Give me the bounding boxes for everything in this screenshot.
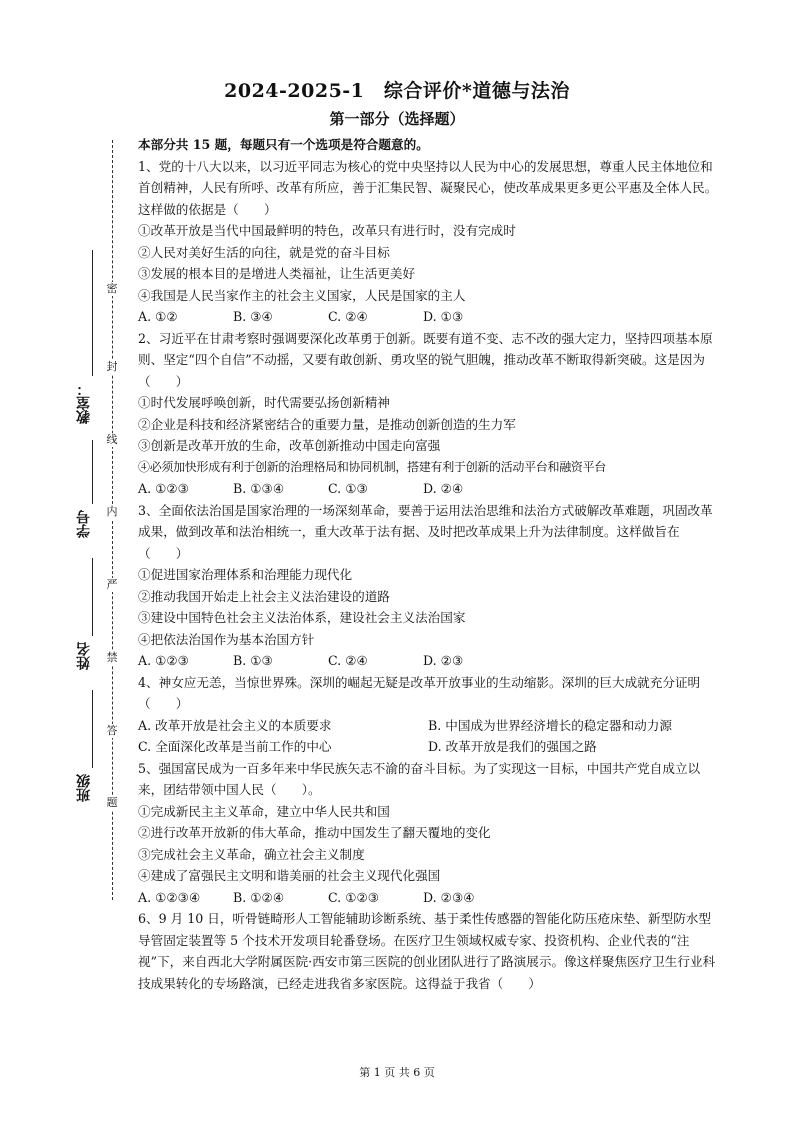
question-item: ①改革开放是当代中国最鲜明的特色，改革只有进行时，没有完成时: [138, 223, 516, 238]
name-field[interactable]: [92, 558, 93, 636]
question-item: ②推动我国开始走上社会主义法治建设的道路: [138, 588, 390, 604]
option-d[interactable]: D. ②④: [423, 481, 464, 496]
option-c[interactable]: C. ①③: [328, 481, 368, 496]
question-item: ②人民对美好生活的向往，就是党的奋斗目标: [138, 244, 390, 260]
option-c[interactable]: C. ②④: [328, 309, 368, 324]
option-a[interactable]: A. ①②: [138, 309, 178, 324]
question-item: ①时代发展呼唤创新，时代需要弘扬创新精神: [138, 395, 390, 410]
class-field[interactable]: [92, 690, 93, 768]
question-content: [138, 134, 720, 994]
question-item: ③建设中国特色社会主义法治体系，建设社会主义法治国家: [138, 610, 466, 625]
question-item: ④建成了富强民主文明和谐美丽的社会主义现代化强国: [138, 868, 441, 883]
classroom-field[interactable]: [92, 250, 93, 376]
answer-options: [138, 306, 720, 328]
question-item: ②企业是科技和经济紧密结合的重要力量，是推动创新创造的生力军: [138, 416, 516, 432]
seal-char: 严: [104, 578, 120, 592]
question-2: [138, 328, 720, 500]
name-label: 姓名: [76, 642, 92, 670]
option-a[interactable]: A. ①②③: [138, 653, 189, 668]
seal-char: 答: [104, 724, 120, 738]
question-item: ③创新是改革开放的生命，改革创新推动中国走向富强: [138, 438, 441, 453]
question-item: ③发展的根本目的是增进人类福祉，让生活更美好: [138, 266, 416, 281]
question-4: [138, 672, 720, 758]
question-5: [138, 758, 720, 909]
option-d[interactable]: D. ②③④: [423, 889, 475, 905]
answer-options: [138, 478, 720, 500]
class-label: 班级: [76, 774, 92, 802]
page-title: 2024-2025-1 综合评价*道德与法治: [224, 80, 570, 102]
option-c[interactable]: C. ②④: [328, 653, 368, 668]
option-b[interactable]: B. ①③④: [233, 481, 285, 496]
classroom-label: 教室：: [76, 382, 92, 424]
question-stem: 6、9 月 10 日，听骨链畸形人工智能辅助诊断系统、基于柔性传感器的智能化防压疮床垫、新型防水型导管固定装置等 5 个技术开发项目轮番登场。在医疗卫生领域权威专家、投资机构、企业代表的“注视”下，来自西北大学附属医院·西安市第三医院的创业团队进行了路演展示。像这样聚焦医疗卫生行业科技成果转化的专场路演，已经走进我省多家医院。这得益于我省（ ）: [138, 911, 716, 991]
seal-char: 密: [104, 282, 120, 296]
seal-char: 封: [104, 360, 120, 374]
question-item: ①促进国家治理体系和治理能力现代化: [138, 567, 353, 582]
option-d[interactable]: D. 改革开放是我们的强国之路: [428, 739, 597, 754]
binding-dashed-line: [112, 140, 113, 900]
question-stem: 5、强国富民成为一百多年来中华民族矢志不渝的奋斗目标。为了实现这一目标，中国共产党自成立以来，团结带领中国人民（ ）。: [138, 760, 701, 797]
question-item: ④把依法治国作为基本治国方针: [138, 631, 315, 647]
question-item: ②进行改革开放新的伟大革命，推动中国发生了翻天覆地的变化: [138, 825, 491, 840]
option-b[interactable]: B. ①③: [233, 653, 273, 668]
seal-char: 线: [104, 433, 120, 447]
seal-char: 内: [104, 505, 120, 519]
option-a[interactable]: A. 改革开放是社会主义的本质要求: [138, 717, 332, 733]
option-c[interactable]: C. ①②③: [328, 889, 380, 905]
student-id-label: 学号: [76, 510, 92, 538]
answer-options: [138, 715, 720, 758]
question-6: [138, 908, 720, 994]
option-d[interactable]: D. ②③: [423, 653, 464, 668]
section-intro: 本部分共 15 题，每题只有一个选项是符合题意的。: [138, 137, 429, 152]
option-a[interactable]: A. ①②③: [138, 481, 189, 496]
seal-char: 禁: [104, 651, 120, 665]
option-d[interactable]: D. ①③: [423, 309, 464, 324]
option-c[interactable]: C. 全面深化改革是当前工作的中心: [138, 739, 332, 754]
question-item: ①完成新民主主义革命，建立中华人民共和国: [138, 803, 390, 819]
answer-options: [138, 887, 720, 909]
page-footer: 第 1 页 共 6 页: [359, 1066, 435, 1079]
answer-options: [138, 650, 720, 672]
question-1: [138, 156, 720, 328]
section-title: 第一部分（选择题）: [329, 110, 465, 128]
seal-char: 题: [104, 796, 120, 810]
question-item: ④必须加快形成有利于创新的治理格局和协同机制，搭建有利于创新的活动平台和融资平台: [138, 459, 607, 474]
question-stem: 1、党的十八大以来，以习近平同志为核心的党中央坚持以人民为中心的发展思想，尊重人民主体地位和首创精神，人民有所呼、改革有所应，善于汇集民智、凝聚民心，使改革成果更多更公平惠及全体人民。这样做的依据是（ ）: [138, 158, 718, 217]
question-stem: 3、全面依法治国是国家治理的一场深刻革命，要善于运用法治思维和法治方式破解改革难题，巩固改革成果，做到改革和法治相统一，重大改革于法有据、及时把改革成果上升为法律制度。这样做旨在（ ）: [138, 502, 713, 561]
question-stem: 2、习近平在甘肃考察时强调要深化改革勇于创新。既要有道不变、志不改的强大定力，坚持四项基本原则、坚定“四个自信”不动摇，又要有敢创新、勇攻坚的锐气胆魄，推动改革不断取得新突破。这是因为（ ）: [138, 330, 713, 389]
option-a[interactable]: A. ①②③④: [138, 889, 201, 905]
question-item: ④我国是人民当家作主的社会主义国家，人民是国家的主人: [138, 287, 466, 303]
student-id-field[interactable]: [92, 440, 93, 504]
option-b[interactable]: B. ③④: [233, 309, 273, 324]
option-b[interactable]: B. ①②④: [233, 889, 285, 905]
question-item: ③完成社会主义革命，确立社会主义制度: [138, 846, 365, 862]
question-3: [138, 500, 720, 672]
option-b[interactable]: B. 中国成为世界经济增长的稳定器和动力源: [428, 717, 672, 733]
question-stem: 4、神女应无恙，当惊世界殊。深圳的崛起无疑是改革开放事业的生动缩影。深圳的巨大成就充分证明（ ）: [138, 674, 701, 711]
